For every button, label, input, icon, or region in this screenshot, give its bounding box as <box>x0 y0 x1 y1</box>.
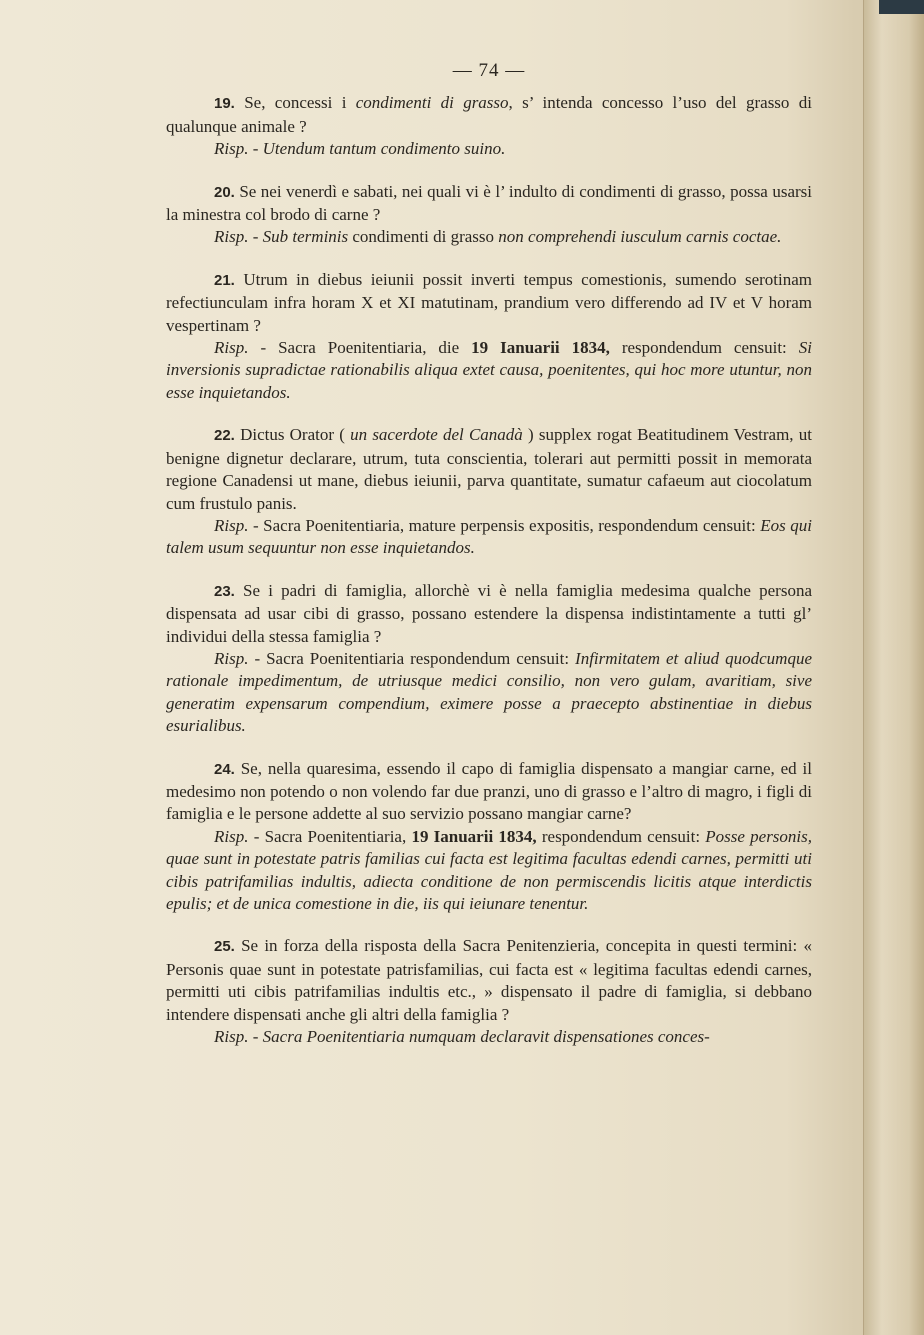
text-run: - <box>248 227 263 247</box>
entry <box>166 424 812 559</box>
entry-number: 19. <box>214 95 235 113</box>
question <box>166 935 812 1026</box>
text-run: - Sacra Poenitentiaria, mature perpensis expositis, respondendum censuit: <box>248 515 761 535</box>
page-number: — 74 — <box>452 60 526 81</box>
text-run: ) supplex rogat Beatitudinem Vestram, ut benigne dignetur declarare, utrum, tuta conscientia, tolerari aut permitti possit in memorata regione Canadensi ut mane, diebus ieiunii, parva quantitate, sumatur cafaeum aut ciocolatum cum frustulo panis. <box>166 425 812 513</box>
scan-corner <box>879 0 924 14</box>
entry-number: 22. <box>214 427 235 445</box>
answer <box>166 337 812 404</box>
text-run: Se in forza della risposta della Sacra Penitenzieria, concepita in questi termini: « Personis quae sunt in potestate patrisfamilias, cui facta est « legitima facultas edendi carnes, permitti uti cibis patrifamilias indultis etc., » dispensato il padre di famiglia, si debbano intendere dispensati anche gli altri della famiglia ? <box>166 936 812 1024</box>
text-run: respondendum censuit: <box>609 338 799 358</box>
text-run: condimenti di grasso <box>348 227 499 247</box>
italic-text: Risp. <box>214 338 249 358</box>
entry <box>166 935 812 1048</box>
italic-text: Si inversionis supradictae rationabilis aliqua extet causa, poenitentes, qui hoc more utuntur, non esse inquietandos. <box>166 338 812 402</box>
text-run: respondendum censuit: <box>536 826 706 846</box>
bold-text: 19 Ianuarii 1834, <box>411 826 537 846</box>
answer <box>166 1026 812 1048</box>
italic-text: Risp. <box>214 227 249 247</box>
italic-text: non comprehendi iusculum carnis coctae. <box>498 227 782 247</box>
entry <box>166 580 812 738</box>
page-body <box>166 60 812 1068</box>
italic-text: Eos qui talem usum sequuntur non esse inquietandos. <box>166 515 812 558</box>
entry <box>166 181 812 249</box>
text-run: Se i padri di famiglia, allorchè vi è nella famiglia medesima qualche persona dispensata ad usar cibi di grasso, possano estendere la dispensa indistintamente a tutti gl’ individui della stessa famiglia ? <box>166 580 812 646</box>
text-run: Utrum in diebus ieiunii possit inverti tempus comestionis, sumendo serotinam refectiunculam infra horam X et XI matutinam, prandium vero differendo ad IV et V horam vespertinam ? <box>166 269 812 335</box>
bold-text: 19 Ianuarii 1834, <box>471 338 610 358</box>
text-run: - Sacra Poenitentiaria, <box>248 826 412 846</box>
italic-text: Infirmitatem et aliud quodcumque rationale impedimentum, de utriusque medici consilio, non vero gulam, avaritiam, sive generatim expensarum compendium, eximere posse a praecepto abstinentiae in diebus esurialibus. <box>166 648 813 736</box>
question <box>166 181 812 227</box>
italic-text: Risp. <box>214 515 249 535</box>
text-run: Dictus Orator ( <box>234 425 351 445</box>
italic-text: Utendum tantum condimento suino. <box>262 139 506 159</box>
question <box>166 269 812 337</box>
entry-number: 23. <box>214 582 235 600</box>
text-run: Se, nella quaresima, essendo il capo di famiglia dispensato a mangiar carne, ed il medesimo non potendo o non volendo far due pranzi, uno di grasso e l’altro di magro, i figli di famiglia e le persone addette al suo servizio possano mangiar carne? <box>166 758 812 824</box>
text-run: , s’ intenda concesso l’uso del grasso di qualunque animale ? <box>166 93 812 136</box>
page-fold-shadow <box>863 0 924 1335</box>
italic-text: Sub terminis <box>262 227 349 247</box>
answer <box>166 226 812 248</box>
answer <box>166 138 812 160</box>
entry <box>166 758 812 916</box>
entry <box>166 269 812 404</box>
question <box>166 92 812 138</box>
text-run: Se nei venerdì e sabati, nei quali vi è l’ indulto di condimenti di grasso, possa usarsi la minestra col brodo di carne ? <box>166 181 812 225</box>
entry-number: 20. <box>214 183 235 201</box>
italic-text: Risp. <box>214 139 249 159</box>
text-run: - <box>248 1027 263 1047</box>
italic-text: Sacra Poenitentiaria numquam declaravit dispensationes conces- <box>262 1027 710 1047</box>
italic-text: Posse personis, quae sunt in potestate patris familias cui facta est legitima facultas edendi carnes, permitti uti cibis patrifamilias indultis, adiecta conditione de non permiscendis licitis atque interdictis epulis; et de unica comestione in die, iis qui ieiunare tenentur. <box>166 826 813 913</box>
entry-number: 25. <box>214 938 235 956</box>
answer <box>166 648 812 738</box>
text-run: Se, concessi i <box>234 93 356 113</box>
italic-text: Risp. <box>214 826 249 846</box>
text-run: - Sacra Poenitentiaria, die <box>248 338 472 358</box>
entry-number: 21. <box>214 271 235 289</box>
question <box>166 580 812 648</box>
italic-text: Risp. <box>214 1027 249 1047</box>
question <box>166 758 812 826</box>
entry <box>166 92 812 160</box>
italic-text: condimenti di grasso <box>355 93 509 113</box>
entry-number: 24. <box>214 760 235 778</box>
answer <box>166 515 812 560</box>
text-run: - <box>248 139 263 159</box>
text-run: - Sacra Poenitentiaria respondendum censuit: <box>248 648 576 668</box>
italic-text: un sacerdote del Canadà <box>350 425 523 445</box>
answer <box>166 826 812 916</box>
question <box>166 424 812 515</box>
italic-text: Risp. <box>214 648 249 668</box>
